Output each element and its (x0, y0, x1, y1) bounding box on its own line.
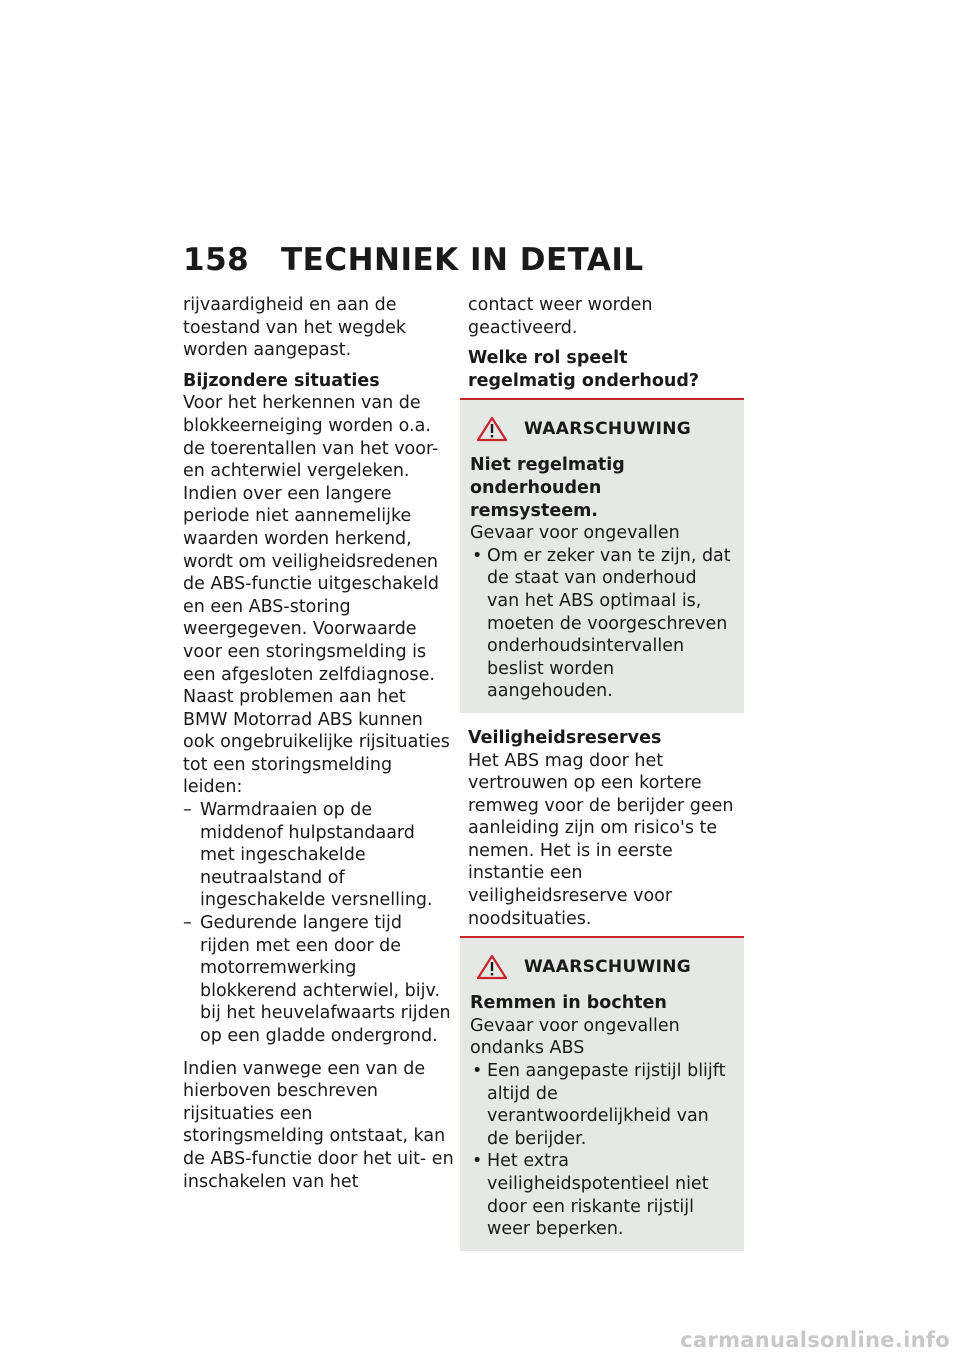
warning-subtitle: Gevaar voor ongevallen ondanks ABS (470, 1015, 680, 1059)
warning-header (470, 416, 734, 442)
warning-label: WAARSCHUWING (524, 419, 692, 440)
problems-text: Naast problemen aan het BMW Motorrad ABS kunnen ook ongebruikelijke rijsituaties tot een storingsmelding leiden: (183, 687, 450, 798)
continuation-paragraph: contact weer worden geactiveerd. (468, 295, 653, 338)
warning-header (470, 954, 734, 980)
warning-list (470, 1060, 734, 1241)
list-item: – Warmdraaien op de middenof hulpstandaard met ingeschakelde neutraalstand of ingeschakelde versnelling. (183, 799, 455, 912)
watermark: carmanualsonline.info (680, 1328, 950, 1352)
page-number: 158 (183, 242, 250, 278)
page-header (183, 242, 644, 278)
warning-box-curves (460, 936, 744, 1251)
chapter-title: TECHNIEK IN DETAIL (281, 242, 644, 278)
warning-label: WAARSCHUWING (524, 956, 692, 977)
warning-triangle-icon (476, 416, 508, 442)
warning-triangle-icon (476, 954, 508, 980)
closing-paragraph: Indien vanwege een van de hierboven beschreven rijsituaties een storingsmelding ontstaat, kan de ABS-functie door het uit- en inschakelen van het (183, 1058, 454, 1192)
intro-paragraph: rijvaardigheid en aan de toestand van het wegdek worden aangepast. (183, 295, 407, 361)
reserves-text: Het ABS mag door het vertrouwen op een kortere remweg voor de berijder geen aanleiding zijn om risico's te nemen. Het is in eerste instantie een veiligheidsreserve voor noodsituaties. (468, 750, 734, 929)
list-item: • Om er zeker van te zijn, dat de staat van onderhoud van het ABS optimaal is, moeten de voorgeschreven onderhoudsintervallen beslist worden aangehouden. (470, 545, 734, 703)
list-item: • Een aangepaste rijstijl blijft altijd de verantwoordelijkheid van de berijder. (470, 1060, 734, 1150)
situation-list (183, 799, 455, 1048)
warning-title: Remmen in bochten (470, 993, 667, 1014)
right-column (468, 294, 736, 1259)
list-item: – Gedurende langere tijd rijden met een door de motorremwerking blokkerend achterwiel, bijv. bij het heuvelafwaarts rijden op een gladde ondergrond. (183, 912, 455, 1048)
warning-box-maintenance (460, 398, 744, 713)
special-situations-text: Voor het herkennen van de blokkeerneiging worden o.a. de toerentallen van het voor- en achterwiel vergeleken. Indien over een langere periode niet aannemelijke waarden worden herkend, wordt om veiligheidsredenen de ABS-functie uitgeschakeld en een ABS-storing weergegeven. Voorwaarde voor een storingsmelding is een afgesloten zelfdiagnose. (183, 393, 440, 685)
maintenance-heading: Welke rol speelt regelmatig onderhoud? (468, 348, 700, 391)
reserves-heading: Veiligheidsreserves (468, 727, 662, 748)
left-column (183, 294, 455, 1201)
warning-title: Niet regelmatig onderhouden remsysteem. (470, 455, 625, 521)
list-item: • Het extra veiligheidspotentieel niet door een riskante rijstijl weer beperken. (470, 1150, 734, 1240)
special-situations-heading: Bijzondere situaties (183, 370, 380, 391)
warning-subtitle: Gevaar voor ongevallen (470, 523, 680, 544)
warning-list (470, 545, 734, 703)
